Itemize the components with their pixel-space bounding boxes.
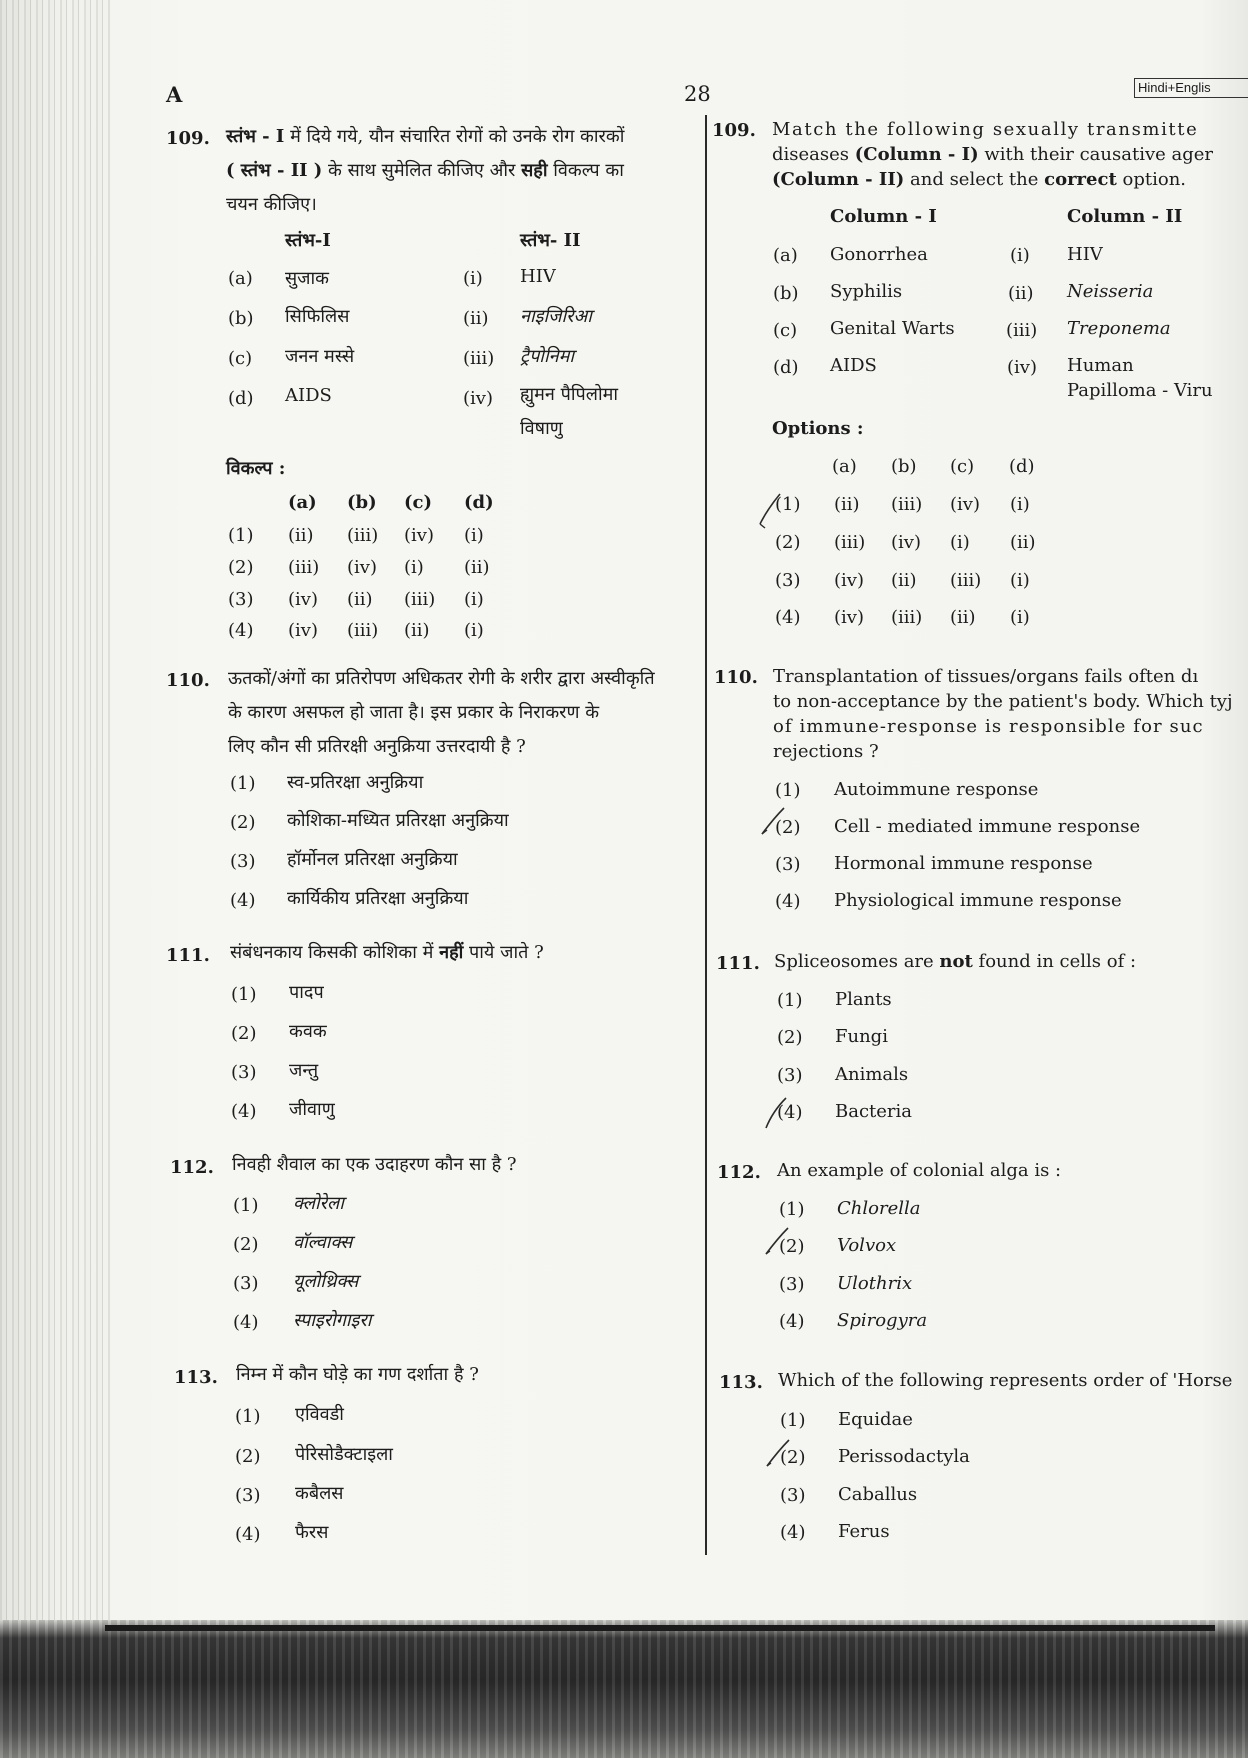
page-bottom-shadow [105, 1625, 1215, 1631]
column-header: स्तंभ-I [285, 230, 331, 251]
question-number: 110. [166, 670, 210, 691]
match-label: (iv) [463, 388, 493, 409]
question-stem [772, 144, 1213, 165]
question-number: 109. [712, 120, 756, 141]
pen-tick-mark-icon [758, 806, 786, 842]
option-text: Hormonal immune response [834, 853, 1093, 874]
option-number: (4) [777, 1102, 803, 1123]
match-label: (iii) [1006, 320, 1038, 341]
question-stem: चयन कीजिए। [226, 194, 317, 215]
option-text: कवक [289, 1021, 327, 1042]
question-number: 109. [166, 128, 210, 149]
match-item: नाइजिरिआ [520, 306, 592, 327]
option-text: क्लोरेला [293, 1193, 344, 1214]
language-tag: Hindi+Englis [1134, 78, 1248, 98]
option-cell: (iii) [950, 570, 982, 591]
option-cell: (i) [950, 532, 970, 553]
option-text: फैरस [295, 1522, 329, 1543]
option-cell: (i) [464, 525, 484, 546]
option-text: कबैलस [295, 1483, 344, 1504]
option-number: (3) [233, 1273, 259, 1294]
option-text: जीवाणु [289, 1099, 335, 1120]
match-label: (a) [773, 245, 798, 266]
stem-text: विकल्प का [547, 160, 624, 181]
option-number: (1) [233, 1195, 259, 1216]
question-stem: निम्न में कौन घोड़े का गण दर्शाता है ? [236, 1364, 479, 1385]
option-text: Plants [835, 989, 892, 1010]
column-divider [705, 115, 707, 1555]
pen-tick-mark-icon [756, 492, 784, 532]
match-label: (d) [228, 388, 254, 409]
stem-bold: correct [1044, 169, 1117, 190]
stem-bold: (Column - I) [854, 144, 979, 165]
stem-bold: (Column - II) [772, 169, 905, 190]
question-number: 111. [716, 953, 760, 974]
test-set-letter: A [166, 82, 183, 107]
match-label: (d) [773, 357, 799, 378]
pen-tick-mark-icon [760, 1094, 788, 1134]
option-number: (4) [230, 890, 256, 911]
question-stem [226, 158, 624, 182]
stem-bold: ( स्तंभ - II ) [226, 160, 323, 181]
stem-text: found in cells of : [972, 951, 1137, 972]
match-label: (ii) [1008, 283, 1034, 304]
option-number: (1) [777, 990, 803, 1011]
stem-text: के साथ सुमेलित कीजिए और [322, 160, 522, 181]
pen-tick-mark-icon [763, 1438, 791, 1474]
question-stem: लिए कौन सी प्रतिरक्षी अनुक्रिया उत्तरदायी है ? [228, 736, 526, 757]
match-label: (b) [228, 308, 254, 329]
option-number: (2) [230, 812, 256, 833]
option-text: Chlorella [837, 1198, 921, 1219]
match-item: Gonorrhea [830, 244, 928, 265]
option-text: पेरिसोडैक्टाइला [295, 1444, 393, 1465]
option-cell: (ii) [347, 589, 373, 610]
stem-bold: स्तंभ - I [226, 126, 285, 147]
option-cell: (ii) [950, 607, 976, 628]
match-label: (i) [463, 268, 483, 289]
option-number: (4) [228, 620, 254, 641]
question-number: 110. [714, 667, 758, 688]
match-label: (ii) [463, 308, 489, 329]
option-number: (2) [780, 1447, 806, 1468]
option-cell: (ii) [834, 494, 860, 515]
match-label: (a) [228, 268, 253, 289]
pen-tick-mark-icon [762, 1226, 790, 1262]
option-number: (3) [775, 570, 801, 591]
option-text: Bacteria [835, 1101, 913, 1122]
option-text: Autoimmune response [834, 779, 1039, 800]
option-text: Animals [835, 1064, 909, 1085]
option-number: (3) [231, 1062, 257, 1083]
option-number: (1) [230, 773, 256, 794]
stem-text: पाये जाते ? [463, 942, 544, 963]
option-number: (2) [231, 1023, 257, 1044]
question-stem: ऊतकों/अंगों का प्रतिरोपण अधिकतर रोगी के शरीर द्वारा अस्वीकृति [228, 668, 655, 689]
option-number: (3) [775, 854, 801, 875]
question-number: 112. [717, 1162, 761, 1183]
option-text: Volvox [837, 1235, 897, 1256]
option-cell: (iv) [288, 620, 318, 641]
option-text: कार्यिकीय प्रतिरक्षा अनुक्रिया [287, 888, 469, 909]
match-item: सुजाक [285, 268, 330, 289]
question-stem [772, 169, 1186, 190]
page-number: 28 [684, 82, 711, 106]
option-number: (4) [775, 607, 801, 628]
option-cell: (ii) [1010, 532, 1036, 553]
option-cell: (iv) [347, 557, 377, 578]
match-item: ट्रैपोनिमा [520, 346, 575, 367]
question-stem: Which of the following represents order of 'Horse [778, 1370, 1233, 1391]
option-text: Caballus [838, 1484, 918, 1505]
option-head: (b) [347, 492, 377, 513]
option-cell: (iv) [891, 532, 921, 553]
match-item: Syphilis [830, 281, 903, 302]
option-cell: (iii) [834, 532, 866, 553]
stem-bold: सही [521, 160, 548, 181]
option-number: (1) [779, 1199, 805, 1220]
option-number: (4) [231, 1101, 257, 1122]
option-number: (2) [228, 557, 254, 578]
page-binding-shadow [0, 0, 110, 1758]
option-text: यूलोथ्रिक्स [293, 1271, 359, 1292]
match-item: AIDS [285, 385, 332, 406]
scan-bottom-edge [0, 1620, 1248, 1758]
match-item: सिफिलिस [285, 306, 350, 327]
option-cell: (iii) [404, 589, 436, 610]
option-cell: (i) [1010, 607, 1030, 628]
option-cell: (ii) [404, 620, 430, 641]
option-text: हॉर्मोनल प्रतिरक्षा अनुक्रिया [287, 849, 458, 870]
option-text: जन्तु [289, 1060, 319, 1081]
match-label: (iv) [1007, 357, 1037, 378]
option-head: (d) [464, 492, 494, 513]
question-stem [774, 951, 1136, 972]
match-item: Papilloma - Viru [1067, 380, 1213, 401]
option-number: (3) [230, 851, 256, 872]
option-head: (a) [832, 456, 857, 477]
option-cell: (iii) [891, 607, 923, 628]
option-cell: (i) [404, 557, 424, 578]
column-header: Column - I [830, 206, 937, 227]
option-cell: (iii) [891, 494, 923, 515]
match-item: HIV [1067, 244, 1103, 265]
stem-bold: not [939, 951, 973, 972]
option-number: (3) [777, 1065, 803, 1086]
stem-text: संबंधनकाय किसकी कोशिका में [230, 942, 440, 963]
option-head: (c) [950, 456, 975, 477]
option-cell: (iii) [347, 525, 379, 546]
option-number: (2) [775, 532, 801, 553]
question-number: 111. [166, 945, 210, 966]
option-number: (2) [775, 817, 801, 838]
question-stem: An example of colonial alga is : [777, 1160, 1062, 1181]
question-stem: of immune-response is responsible for suc [773, 716, 1204, 737]
options-label: विकल्प : [226, 458, 286, 479]
option-cell: (i) [1010, 494, 1030, 515]
option-head: (c) [404, 492, 432, 513]
match-item: विषाणु [520, 418, 563, 439]
column-header: स्तंभ- II [520, 230, 581, 251]
match-label: (c) [228, 348, 253, 369]
stem-text: option. [1116, 169, 1187, 190]
option-number: (3) [780, 1485, 806, 1506]
option-cell: (iii) [288, 557, 320, 578]
option-number: (2) [233, 1234, 259, 1255]
match-item: Neisseria [1067, 281, 1154, 302]
option-cell: (iv) [834, 607, 864, 628]
option-cell: (iv) [288, 589, 318, 610]
match-item: जनन मस्से [285, 346, 355, 367]
option-number: (3) [779, 1274, 805, 1295]
stem-text: with their causative ager [978, 144, 1214, 165]
stem-text: Spliceosomes are [774, 951, 940, 972]
option-number: (4) [233, 1312, 259, 1333]
question-number: 112. [170, 1157, 214, 1178]
option-text: वॉल्वाक्स [293, 1232, 353, 1253]
question-stem: Transplantation of tissues/organs fails often dı [773, 666, 1199, 687]
option-cell: (ii) [288, 525, 314, 546]
option-number: (1) [780, 1410, 806, 1431]
match-label: (c) [773, 320, 798, 341]
question-stem: rejections ? [773, 741, 879, 762]
option-cell: (i) [464, 589, 484, 610]
option-text: पादप [289, 982, 324, 1003]
option-cell: (iv) [950, 494, 980, 515]
stem-bold: नहीं [439, 942, 464, 963]
option-text: Equidae [838, 1409, 913, 1430]
option-head: (a) [288, 492, 317, 513]
option-cell: (iv) [834, 570, 864, 591]
option-cell: (iii) [347, 620, 379, 641]
stem-text: and select the [904, 169, 1045, 190]
question-number: 113. [174, 1367, 218, 1388]
match-item: Human [1067, 355, 1134, 376]
column-header: Column - II [1067, 206, 1183, 227]
match-label: (b) [773, 283, 799, 304]
option-number: (1) [775, 494, 801, 515]
match-label: (i) [1010, 245, 1030, 266]
option-text: स्पाइरोगाइरा [293, 1310, 372, 1331]
option-text: Fungi [835, 1026, 888, 1047]
match-item: HIV [520, 266, 556, 287]
question-stem: के कारण असफल हो जाता है। इस प्रकार के निराकरण के [228, 702, 600, 723]
match-label: (iii) [463, 348, 495, 369]
stem-text: में दिये गये, यौन संचारित रोगों को उनके रोग कारकों [284, 126, 625, 147]
option-number: (4) [779, 1311, 805, 1332]
question-stem [230, 940, 544, 964]
option-text: एविवडी [295, 1404, 344, 1425]
match-item: Treponema [1067, 318, 1171, 339]
option-text: कोशिका-मध्यित प्रतिरक्षा अनुक्रिया [287, 810, 509, 831]
option-cell: (ii) [891, 570, 917, 591]
question-stem: निवही शैवाल का एक उदाहरण कौन सा है ? [232, 1154, 517, 1175]
option-number: (1) [231, 984, 257, 1005]
option-number: (4) [780, 1522, 806, 1543]
option-number: (2) [235, 1446, 261, 1467]
match-item: ह्युमन पैपिलोमा [520, 384, 619, 405]
option-text: स्व-प्रतिरक्षा अनुक्रिया [287, 772, 424, 793]
option-number: (1) [775, 780, 801, 801]
option-number: (4) [775, 891, 801, 912]
option-text: Perissodactyla [838, 1446, 970, 1467]
question-stem [226, 124, 624, 148]
options-label: Options : [772, 418, 864, 439]
option-cell: (i) [1010, 570, 1030, 591]
option-text: Spirogyra [837, 1310, 928, 1331]
option-head: (b) [891, 456, 917, 477]
match-item: Genital Warts [830, 318, 955, 339]
option-number: (2) [777, 1027, 803, 1048]
option-text: Cell - mediated immune response [834, 816, 1141, 837]
option-number: (1) [228, 525, 254, 546]
option-cell: (ii) [464, 557, 490, 578]
option-number: (1) [235, 1406, 261, 1427]
stem-text: diseases [772, 144, 855, 165]
question-stem: Match the following sexually transmitte [772, 119, 1199, 140]
option-text: Physiological immune response [834, 890, 1122, 911]
option-head: (d) [1009, 456, 1035, 477]
question-number: 113. [719, 1372, 763, 1393]
question-stem: to non-acceptance by the patient's body. Which tyj [773, 691, 1233, 712]
option-number: (3) [235, 1485, 261, 1506]
option-text: Ulothrix [837, 1273, 913, 1294]
option-number: (2) [779, 1236, 805, 1257]
option-number: (4) [235, 1524, 261, 1545]
option-cell: (iv) [404, 525, 434, 546]
option-cell: (i) [464, 620, 484, 641]
match-item: AIDS [830, 355, 877, 376]
option-number: (3) [228, 589, 254, 610]
option-text: Ferus [838, 1521, 890, 1542]
